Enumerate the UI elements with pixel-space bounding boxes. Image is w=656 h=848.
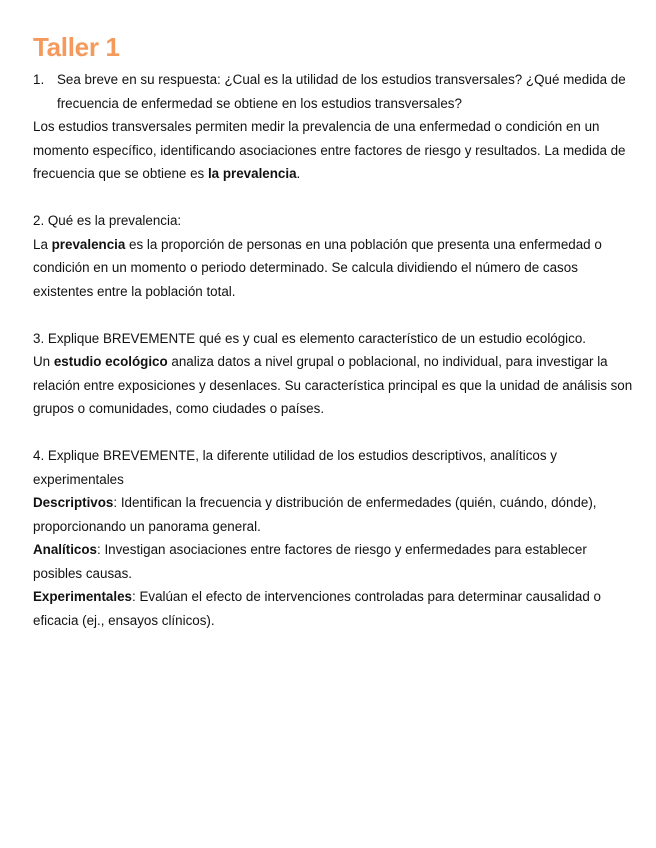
question-3: 3. Explique BREVEMENTE qué es y cual es elemento característico de un estudio ecológico.	[33, 330, 587, 346]
answer-3-bold: estudio ecológico	[53, 354, 168, 369]
text-analiticos: : Investigan asociaciones entre factores de riesgo y enfermedades para establecer posibles causas.	[33, 542, 587, 581]
answer-4-analiticos	[33, 538, 633, 585]
answer-2-bold: prevalencia	[51, 236, 126, 252]
answer-1	[33, 115, 633, 186]
question-4: 4. Explique BREVEMENTE, la diferente utilidad de los estudios descriptivos, analíticos y experimentales	[33, 448, 557, 487]
term-descriptivos: Descriptivos	[33, 495, 114, 510]
answer-2-text: es la proporción de personas en una población que presenta una enfermedad o condición en un momento o periodo determinado. Se calcula dividiendo el número de casos existentes entre la población total.	[33, 236, 602, 299]
text-descriptivos: : Identifican la frecuencia y distribución de enfermedades (quién, cuándo, dónde), proporcionando un panorama general.	[33, 495, 597, 534]
answer-1-text: Los estudios transversales permiten medir la prevalencia de una enfermedad o condición en un momento específico, identificando asociaciones entre factores de riesgo y resultados. La medida de frecuencia que se obtiene es	[33, 119, 626, 181]
term-experimentales: Experimentales	[33, 589, 132, 604]
spacer	[33, 303, 633, 327]
answer-2-start: La	[33, 236, 52, 252]
answer-1-end: .	[296, 166, 301, 181]
document-page	[33, 30, 633, 632]
answer-3	[33, 350, 633, 421]
answer-2	[33, 233, 633, 304]
term-analiticos: Analíticos	[33, 542, 97, 557]
answer-3-text: analiza datos a nivel grupal o poblacional, no individual, para investigar la relación entre exposiciones y desenlaces. Su característica principal es que la unidad de análisis son grupos o comunidades, como ciudades o países.	[33, 354, 633, 416]
question-1-number: 1.	[33, 72, 45, 87]
text-experimentales: : Evalúan el efecto de intervenciones controladas para determinar causalidad o eficacia (ej., ensayos clínicos).	[33, 589, 601, 628]
spacer	[33, 186, 633, 210]
spacer	[33, 421, 633, 445]
page-title: Taller 1	[33, 32, 120, 62]
question-1-text: Sea breve en su respuesta: ¿Cual es la utilidad de los estudios transversales? ¿Qué medida de frecuencia de enfermedad se obtiene en los estudios transversales?	[57, 72, 626, 111]
answer-1-bold: la prevalencia	[207, 166, 297, 181]
answer-4-descriptivos	[33, 491, 633, 538]
answer-4-experimentales	[33, 585, 633, 632]
answer-3-start: Un	[33, 354, 54, 369]
question-2: 2. Qué es la prevalencia:	[33, 213, 182, 228]
question-1	[33, 68, 633, 115]
